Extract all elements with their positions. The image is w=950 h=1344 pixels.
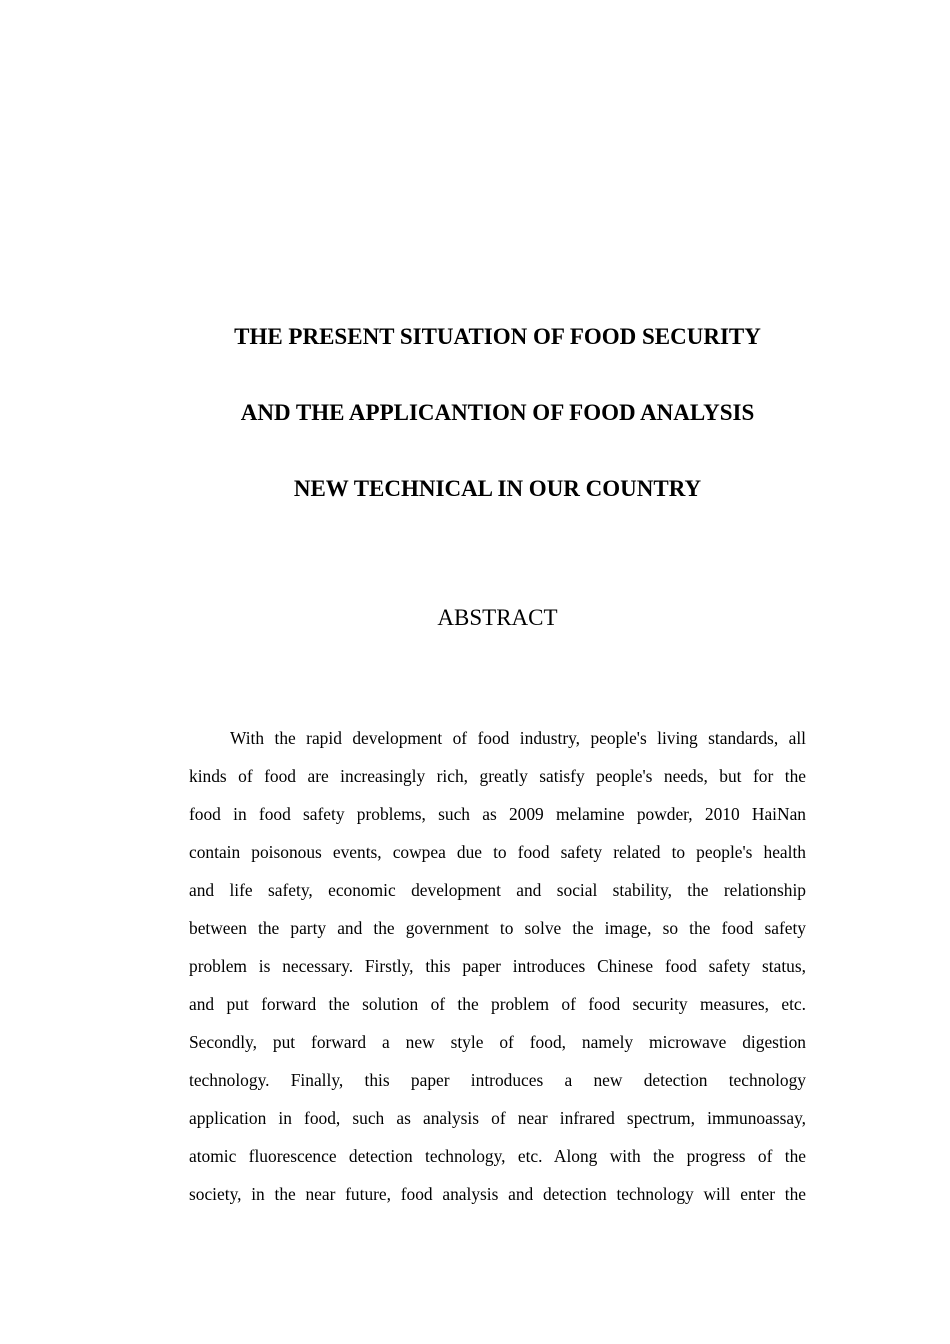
abstract-line: kinds of food are increasingly rich, greatly satisfy people's needs, but for the (189, 766, 806, 786)
title-line-1: THE PRESENT SITUATION OF FOOD SECURITY (234, 324, 761, 349)
title-line-3: NEW TECHNICAL IN OUR COUNTRY (293, 476, 702, 501)
abstract-line: between the party and the government to solve the image, so the food safety (189, 918, 806, 938)
abstract-heading: ABSTRACT (437, 605, 558, 630)
abstract-line: society, in the near future, food analysis and detection technology will enter the (189, 1184, 806, 1204)
abstract-line: Secondly, put forward a new style of food, namely microwave digestion (189, 1032, 806, 1052)
abstract-line: technology. Finally, this paper introduces a new detection technology (189, 1070, 806, 1090)
abstract-line: food in food safety problems, such as 2009 melamine powder, 2010 HaiNan (189, 804, 806, 824)
abstract-line: With the rapid development of food industry, people's living standards, all (230, 728, 806, 748)
title-line-2: AND THE APPLICANTION OF FOOD ANALYSIS (240, 400, 755, 425)
abstract-line: application in food, such as analysis of near infrared spectrum, immunoassay, (189, 1108, 806, 1128)
abstract-line: and life safety, economic development and social stability, the relationship (189, 880, 806, 900)
abstract-line: problem is necessary. Firstly, this paper introduces Chinese food safety status, (189, 956, 806, 976)
abstract-line: and put forward the solution of the problem of food security measures, etc. (189, 994, 806, 1014)
abstract-line: contain poisonous events, cowpea due to food safety related to people's health (189, 842, 806, 862)
abstract-line: atomic fluorescence detection technology, etc. Along with the progress of the (189, 1146, 806, 1166)
abstract-body (189, 721, 806, 1215)
